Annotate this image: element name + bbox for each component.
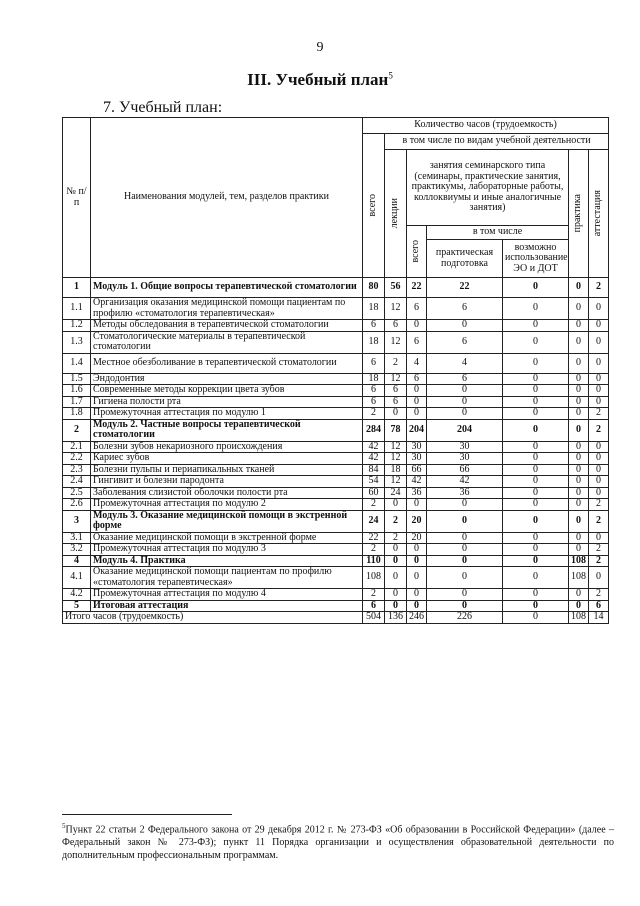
total-cell-sem: 246 bbox=[407, 612, 427, 624]
cell-total: 6 bbox=[363, 600, 385, 612]
cell-sem: 0 bbox=[407, 544, 427, 556]
footnote-text: Пункт 22 статьи 2 Федерального закона от 29 декабря 2012 г. № 273-ФЗ «Об образовании в Российской Федерации» (далее – Федеральный закон № 273-ФЗ); пункт 11 Порядка организации и осуществления образовательной деятельности по дополнительным профессиональным программам. bbox=[62, 824, 614, 862]
cell-total: 60 bbox=[363, 487, 385, 499]
cell-total: 22 bbox=[363, 532, 385, 544]
row-number: 1.5 bbox=[63, 373, 91, 385]
table-row bbox=[63, 320, 609, 332]
cell-practice: 0 bbox=[569, 278, 589, 298]
cell-prac: 4 bbox=[427, 353, 503, 373]
module-row bbox=[63, 600, 609, 612]
cell-sem: 0 bbox=[407, 589, 427, 601]
cell-total: 2 bbox=[363, 408, 385, 420]
cell-prac: 0 bbox=[427, 567, 503, 589]
row-name: Итоговая аттестация bbox=[91, 600, 363, 612]
row-number: 4.2 bbox=[63, 589, 91, 601]
cell-practice: 0 bbox=[569, 353, 589, 373]
cell-lect: 0 bbox=[385, 555, 407, 567]
cell-lect: 56 bbox=[385, 278, 407, 298]
cell-practice: 0 bbox=[569, 544, 589, 556]
cell-sem: 66 bbox=[407, 464, 427, 476]
cell-lect: 0 bbox=[385, 544, 407, 556]
cell-lect: 0 bbox=[385, 408, 407, 420]
footnote-number: 5 bbox=[62, 822, 66, 830]
total-row bbox=[63, 612, 609, 624]
cell-practice: 0 bbox=[569, 600, 589, 612]
row-name: Методы обследования в терапевтической стоматологии bbox=[91, 320, 363, 332]
cell-att: 2 bbox=[589, 589, 609, 601]
cell-lect: 2 bbox=[385, 510, 407, 532]
cell-practice: 0 bbox=[569, 320, 589, 332]
cell-eo: 0 bbox=[503, 453, 569, 465]
cell-att: 0 bbox=[589, 532, 609, 544]
cell-att: 2 bbox=[589, 499, 609, 511]
cell-sem: 0 bbox=[407, 385, 427, 397]
cell-sem: 0 bbox=[407, 408, 427, 420]
header-practice bbox=[569, 150, 589, 278]
table-row bbox=[63, 589, 609, 601]
row-number: 1.8 bbox=[63, 408, 91, 420]
cell-lect: 2 bbox=[385, 532, 407, 544]
table-row bbox=[63, 385, 609, 397]
cell-prac: 0 bbox=[427, 555, 503, 567]
header-practical-prep: практическая подготовка bbox=[427, 240, 503, 278]
cell-lect: 0 bbox=[385, 589, 407, 601]
cell-sem: 0 bbox=[407, 600, 427, 612]
cell-total: 80 bbox=[363, 278, 385, 298]
cell-prac: 30 bbox=[427, 453, 503, 465]
row-name: Организация оказания медицинской помощи пациентам по профилю «стоматология терапевтическая» bbox=[91, 298, 363, 320]
cell-eo: 0 bbox=[503, 419, 569, 441]
cell-sem: 0 bbox=[407, 499, 427, 511]
cell-lect: 2 bbox=[385, 353, 407, 373]
cell-eo: 0 bbox=[503, 373, 569, 385]
section-title: 7. Учебный план: bbox=[103, 99, 223, 116]
header-num: № п/п bbox=[63, 118, 91, 278]
total-cell-practice: 108 bbox=[569, 612, 589, 624]
cell-practice: 0 bbox=[569, 487, 589, 499]
cell-prac: 42 bbox=[427, 476, 503, 488]
cell-practice: 0 bbox=[569, 408, 589, 420]
cell-sem: 22 bbox=[407, 278, 427, 298]
row-number: 1 bbox=[63, 278, 91, 298]
cell-att: 2 bbox=[589, 419, 609, 441]
cell-practice: 0 bbox=[569, 453, 589, 465]
cell-practice: 0 bbox=[569, 385, 589, 397]
cell-total: 6 bbox=[363, 320, 385, 332]
row-number: 1.7 bbox=[63, 396, 91, 408]
cell-lect: 12 bbox=[385, 373, 407, 385]
cell-lect: 18 bbox=[385, 464, 407, 476]
total-cell-total: 504 bbox=[363, 612, 385, 624]
cell-sem: 20 bbox=[407, 510, 427, 532]
cell-att: 0 bbox=[589, 476, 609, 488]
cell-sem: 36 bbox=[407, 487, 427, 499]
cell-att: 6 bbox=[589, 600, 609, 612]
cell-eo: 0 bbox=[503, 555, 569, 567]
cell-sem: 30 bbox=[407, 453, 427, 465]
cell-total: 24 bbox=[363, 510, 385, 532]
header-total-text: всего bbox=[367, 194, 379, 217]
cell-prac: 0 bbox=[427, 499, 503, 511]
table-row bbox=[63, 373, 609, 385]
cell-att: 0 bbox=[589, 373, 609, 385]
cell-sem: 6 bbox=[407, 298, 427, 320]
cell-eo: 0 bbox=[503, 353, 569, 373]
cell-prac: 66 bbox=[427, 464, 503, 476]
cell-sem: 6 bbox=[407, 331, 427, 353]
cell-total: 42 bbox=[363, 453, 385, 465]
row-name: Гингивит и болезни пародонта bbox=[91, 476, 363, 488]
cell-att: 2 bbox=[589, 408, 609, 420]
cell-eo: 0 bbox=[503, 499, 569, 511]
header-lectures bbox=[385, 150, 407, 278]
cell-total: 108 bbox=[363, 567, 385, 589]
module-row bbox=[63, 278, 609, 298]
cell-lect: 12 bbox=[385, 331, 407, 353]
cell-prac: 36 bbox=[427, 487, 503, 499]
row-number: 2.3 bbox=[63, 464, 91, 476]
cell-lect: 0 bbox=[385, 600, 407, 612]
row-number: 2 bbox=[63, 419, 91, 441]
table-row bbox=[63, 544, 609, 556]
cell-eo: 0 bbox=[503, 441, 569, 453]
cell-lect: 12 bbox=[385, 476, 407, 488]
cell-eo: 0 bbox=[503, 487, 569, 499]
row-name: Модуль 2. Частные вопросы терапевтической стоматологии bbox=[91, 419, 363, 441]
row-name: Гигиена полости рта bbox=[91, 396, 363, 408]
cell-att: 0 bbox=[589, 567, 609, 589]
cell-sem: 0 bbox=[407, 567, 427, 589]
cell-practice: 108 bbox=[569, 555, 589, 567]
cell-eo: 0 bbox=[503, 476, 569, 488]
cell-eo: 0 bbox=[503, 464, 569, 476]
row-number: 4.1 bbox=[63, 567, 91, 589]
cell-practice: 0 bbox=[569, 532, 589, 544]
cell-att: 0 bbox=[589, 298, 609, 320]
cell-practice: 0 bbox=[569, 510, 589, 532]
cell-eo: 0 bbox=[503, 331, 569, 353]
row-number: 2.2 bbox=[63, 453, 91, 465]
cell-lect: 0 bbox=[385, 499, 407, 511]
cell-total: 2 bbox=[363, 499, 385, 511]
row-name: Модуль 3. Оказание медицинской помощи в экстренной форме bbox=[91, 510, 363, 532]
cell-lect: 78 bbox=[385, 419, 407, 441]
module-row bbox=[63, 555, 609, 567]
cell-prac: 6 bbox=[427, 298, 503, 320]
cell-eo: 0 bbox=[503, 278, 569, 298]
row-number: 2.6 bbox=[63, 499, 91, 511]
cell-practice: 0 bbox=[569, 476, 589, 488]
header-by-types: в том числе по видам учебной деятельности bbox=[385, 134, 609, 150]
cell-sem: 0 bbox=[407, 320, 427, 332]
cell-prac: 6 bbox=[427, 373, 503, 385]
table-row bbox=[63, 408, 609, 420]
cell-total: 6 bbox=[363, 353, 385, 373]
cell-total: 18 bbox=[363, 298, 385, 320]
cell-prac: 0 bbox=[427, 532, 503, 544]
cell-total: 84 bbox=[363, 464, 385, 476]
cell-sem: 42 bbox=[407, 476, 427, 488]
cell-att: 0 bbox=[589, 353, 609, 373]
row-number: 1.3 bbox=[63, 331, 91, 353]
cell-eo: 0 bbox=[503, 567, 569, 589]
row-name: Промежуточная аттестация по модулю 1 bbox=[91, 408, 363, 420]
cell-lect: 12 bbox=[385, 453, 407, 465]
table-row bbox=[63, 464, 609, 476]
cell-lect: 6 bbox=[385, 320, 407, 332]
table-row bbox=[63, 396, 609, 408]
total-cell-eo: 0 bbox=[503, 612, 569, 624]
row-name: Оказание медицинской помощи пациентам по профилю «стоматология терапевтическая» bbox=[91, 567, 363, 589]
cell-prac: 6 bbox=[427, 331, 503, 353]
table-row bbox=[63, 441, 609, 453]
cell-prac: 0 bbox=[427, 396, 503, 408]
cell-sem: 204 bbox=[407, 419, 427, 441]
row-number: 2.1 bbox=[63, 441, 91, 453]
total-cell-prac: 226 bbox=[427, 612, 503, 624]
row-name: Эндодонтия bbox=[91, 373, 363, 385]
cell-practice: 0 bbox=[569, 396, 589, 408]
cell-eo: 0 bbox=[503, 510, 569, 532]
header-attestation-text: аттестация bbox=[592, 190, 604, 237]
table-row bbox=[63, 331, 609, 353]
page-number: 9 bbox=[316, 40, 324, 55]
cell-eo: 0 bbox=[503, 298, 569, 320]
cell-practice: 0 bbox=[569, 499, 589, 511]
table-row bbox=[63, 298, 609, 320]
module-row bbox=[63, 510, 609, 532]
cell-total: 42 bbox=[363, 441, 385, 453]
cell-total: 284 bbox=[363, 419, 385, 441]
cell-total: 6 bbox=[363, 385, 385, 397]
row-name: Кариес зубов bbox=[91, 453, 363, 465]
total-cell-lect: 136 bbox=[385, 612, 407, 624]
row-number: 1.6 bbox=[63, 385, 91, 397]
row-name: Промежуточная аттестация по модулю 3 bbox=[91, 544, 363, 556]
cell-att: 0 bbox=[589, 331, 609, 353]
row-name: Стоматологические материалы в терапевтической стоматологии bbox=[91, 331, 363, 353]
row-number: 2.5 bbox=[63, 487, 91, 499]
row-number: 1.2 bbox=[63, 320, 91, 332]
header-hours-total: Количество часов (трудоемкость) bbox=[363, 118, 609, 134]
cell-sem: 0 bbox=[407, 555, 427, 567]
cell-att: 2 bbox=[589, 544, 609, 556]
row-name: Болезни зубов некариозного происхождения bbox=[91, 441, 363, 453]
header-eo-dot: возможно использование ЭО и ДОТ bbox=[503, 240, 569, 278]
cell-att: 0 bbox=[589, 320, 609, 332]
row-number: 3.1 bbox=[63, 532, 91, 544]
cell-att: 2 bbox=[589, 555, 609, 567]
header-total bbox=[363, 134, 385, 278]
cell-lect: 6 bbox=[385, 396, 407, 408]
cell-eo: 0 bbox=[503, 320, 569, 332]
cell-att: 0 bbox=[589, 464, 609, 476]
header-sem-total-text: всего bbox=[410, 240, 422, 263]
total-label: Итого часов (трудоемкость) bbox=[63, 612, 363, 624]
cell-total: 6 bbox=[363, 396, 385, 408]
row-number: 1.4 bbox=[63, 353, 91, 373]
footnote-divider bbox=[62, 814, 232, 815]
table-row bbox=[63, 499, 609, 511]
cell-att: 0 bbox=[589, 453, 609, 465]
row-name: Промежуточная аттестация по модулю 4 bbox=[91, 589, 363, 601]
cell-sem: 30 bbox=[407, 441, 427, 453]
cell-eo: 0 bbox=[503, 408, 569, 420]
cell-prac: 0 bbox=[427, 589, 503, 601]
row-number: 5 bbox=[63, 600, 91, 612]
cell-eo: 0 bbox=[503, 600, 569, 612]
cell-practice: 108 bbox=[569, 567, 589, 589]
row-name: Модуль 4. Практика bbox=[91, 555, 363, 567]
cell-practice: 0 bbox=[569, 373, 589, 385]
table-row bbox=[63, 487, 609, 499]
row-number: 4 bbox=[63, 555, 91, 567]
cell-lect: 12 bbox=[385, 298, 407, 320]
cell-prac: 22 bbox=[427, 278, 503, 298]
row-name: Современные методы коррекции цвета зубов bbox=[91, 385, 363, 397]
curriculum-table bbox=[62, 117, 609, 624]
cell-prac: 0 bbox=[427, 544, 503, 556]
table-row bbox=[63, 476, 609, 488]
cell-sem: 6 bbox=[407, 373, 427, 385]
cell-prac: 0 bbox=[427, 408, 503, 420]
cell-sem: 0 bbox=[407, 396, 427, 408]
cell-prac: 0 bbox=[427, 510, 503, 532]
cell-eo: 0 bbox=[503, 385, 569, 397]
cell-lect: 0 bbox=[385, 567, 407, 589]
footnote-marker: 5 bbox=[388, 70, 393, 81]
table-row bbox=[63, 532, 609, 544]
cell-att: 2 bbox=[589, 278, 609, 298]
cell-practice: 0 bbox=[569, 419, 589, 441]
row-number: 1.1 bbox=[63, 298, 91, 320]
row-name: Оказание медицинской помощи в экстренной форме bbox=[91, 532, 363, 544]
cell-eo: 0 bbox=[503, 532, 569, 544]
cell-eo: 0 bbox=[503, 544, 569, 556]
cell-sem: 20 bbox=[407, 532, 427, 544]
table-row bbox=[63, 453, 609, 465]
header-incl: в том числе bbox=[427, 226, 569, 240]
cell-prac: 30 bbox=[427, 441, 503, 453]
cell-att: 2 bbox=[589, 510, 609, 532]
header-attestation bbox=[589, 150, 609, 278]
cell-sem: 4 bbox=[407, 353, 427, 373]
cell-lect: 24 bbox=[385, 487, 407, 499]
row-number: 3 bbox=[63, 510, 91, 532]
cell-eo: 0 bbox=[503, 396, 569, 408]
cell-lect: 12 bbox=[385, 441, 407, 453]
footnote bbox=[62, 822, 614, 862]
cell-total: 110 bbox=[363, 555, 385, 567]
cell-total: 18 bbox=[363, 331, 385, 353]
total-cell-att: 14 bbox=[589, 612, 609, 624]
row-name: Модуль 1. Общие вопросы терапевтической стоматологии bbox=[91, 278, 363, 298]
header-seminar: занятия семинарского типа (семинары, практические занятия, практикумы, лабораторные работы, коллоквиумы и иные аналогичные занятия) bbox=[407, 150, 569, 226]
table-row bbox=[63, 353, 609, 373]
cell-lect: 6 bbox=[385, 385, 407, 397]
cell-total: 18 bbox=[363, 373, 385, 385]
cell-att: 0 bbox=[589, 385, 609, 397]
page-heading bbox=[0, 70, 640, 90]
cell-total: 2 bbox=[363, 544, 385, 556]
cell-eo: 0 bbox=[503, 589, 569, 601]
row-number: 3.2 bbox=[63, 544, 91, 556]
module-row bbox=[63, 419, 609, 441]
row-number: 2.4 bbox=[63, 476, 91, 488]
row-name: Болезни пульпы и периапикальных тканей bbox=[91, 464, 363, 476]
heading-text: III. Учебный план bbox=[247, 70, 389, 89]
header-sem-total bbox=[407, 226, 427, 278]
cell-prac: 0 bbox=[427, 320, 503, 332]
cell-prac: 204 bbox=[427, 419, 503, 441]
table-row bbox=[63, 567, 609, 589]
cell-prac: 0 bbox=[427, 600, 503, 612]
cell-att: 0 bbox=[589, 487, 609, 499]
cell-total: 2 bbox=[363, 589, 385, 601]
header-lectures-text: лекции bbox=[389, 198, 401, 229]
header-name: Наименования модулей, тем, разделов практики bbox=[91, 118, 363, 278]
header-practice-text: практика bbox=[572, 194, 584, 233]
row-name: Промежуточная аттестация по модулю 2 bbox=[91, 499, 363, 511]
cell-att: 0 bbox=[589, 441, 609, 453]
cell-att: 0 bbox=[589, 396, 609, 408]
row-name: Заболевания слизистой оболочки полости рта bbox=[91, 487, 363, 499]
cell-prac: 0 bbox=[427, 385, 503, 397]
cell-practice: 0 bbox=[569, 589, 589, 601]
cell-practice: 0 bbox=[569, 464, 589, 476]
cell-total: 54 bbox=[363, 476, 385, 488]
cell-practice: 0 bbox=[569, 441, 589, 453]
row-name: Местное обезболивание в терапевтической стоматологии bbox=[91, 353, 363, 373]
cell-practice: 0 bbox=[569, 331, 589, 353]
cell-practice: 0 bbox=[569, 298, 589, 320]
